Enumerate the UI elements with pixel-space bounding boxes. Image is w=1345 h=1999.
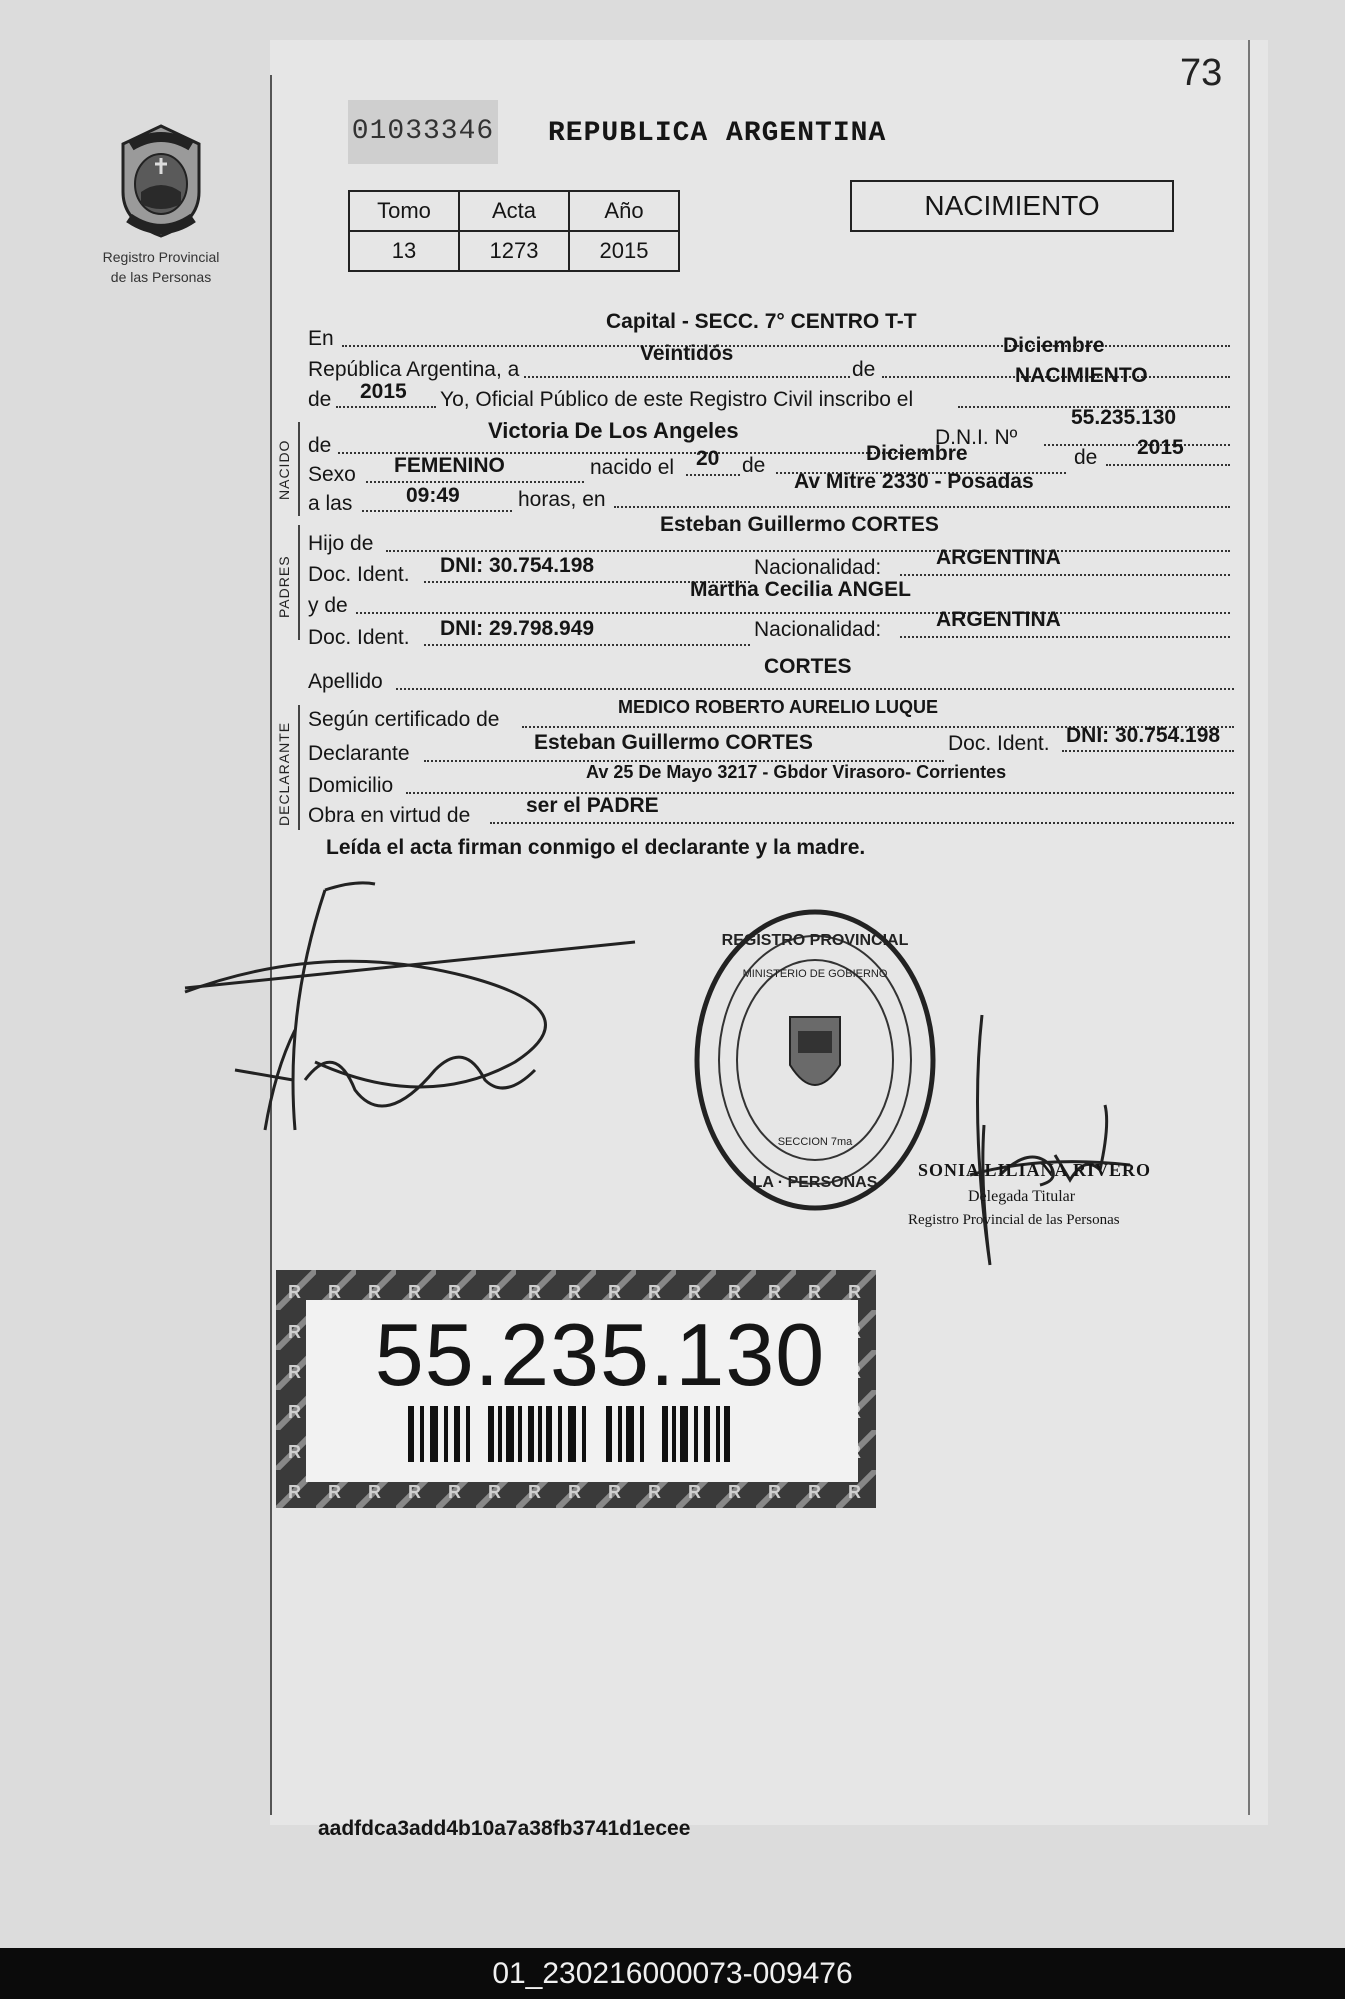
official-role: Delegada Titular [968,1188,1076,1205]
official-office: Registro Provincial de las Personas [908,1212,1120,1228]
dotted-line [336,406,436,408]
nacido-bracket [298,422,300,516]
dotted-line [424,644,750,646]
label-en: En [308,327,334,350]
misiones-seal-icon [111,122,211,240]
field-domicilio: Av 25 De Mayo 3217 - Gbdor Virasoro- Corrientes [586,762,1007,782]
field-inscribe: NACIMIENTO [1015,364,1148,387]
right-margin-rule [1248,40,1250,1815]
field-obra: ser el PADRE [526,794,659,817]
field-nac-anio: 2015 [1137,436,1184,459]
document-title: REPUBLICA ARGENTINA [548,118,887,149]
field-nac-dia: 20 [696,447,720,470]
label-de2: de [742,454,766,477]
value-tomo: 13 [349,231,459,271]
official-signature [960,1005,1140,1275]
dotted-line [396,688,1234,690]
barcode [408,1406,730,1462]
svg-text:LA · PERSONAS: LA · PERSONAS [752,1174,878,1191]
label-a-las: a las [308,492,353,515]
label-apellido: Apellido [308,670,383,693]
registry-stamp [690,905,940,1215]
side-label-padres: PADRES [276,555,292,618]
field-dni: 55.235.130 [1071,406,1177,429]
field-padre-doc: DNI: 30.754.198 [440,554,595,577]
serial-number: 01033346 [348,100,498,164]
field-padre: Esteban Guillermo CORTES [660,513,939,536]
logo-caption-line2: de las Personas [110,269,212,285]
dotted-line [686,474,740,476]
label-horas-en: horas, en [518,488,606,511]
field-mes: Diciembre [1003,334,1105,357]
dotted-line [366,481,584,483]
label-de: de [852,358,876,381]
padres-bracket [298,525,300,640]
field-madre-doc: DNI: 29.798.949 [440,617,595,640]
field-padre-nac: ARGENTINA [936,546,1061,569]
label-segun-cert: Según certificado de [308,708,500,731]
header-acta: Acta [459,191,569,231]
page-number: 73 [1180,52,1223,94]
label-dni: D.N.I. Nº [935,426,1018,449]
dotted-line [524,376,850,378]
label-nacido-el: nacido el [590,456,675,479]
field-hora: 09:49 [406,484,460,507]
dotted-line [1106,464,1230,466]
field-madre-nac: ARGENTINA [936,608,1061,631]
field-declarante-doc: DNI: 30.754.198 [1066,724,1221,747]
label-obra: Obra en virtud de [308,804,471,827]
field-apellido: CORTES [764,655,852,678]
label-de-year: de [308,388,332,411]
label-domicilio: Domicilio [308,774,394,797]
label-republica: República Argentina, a [308,358,520,381]
registry-logo [98,122,224,285]
field-certificado: MEDICO ROBERTO AURELIO LUQUE [618,697,939,717]
field-madre: Martha Cecilia ANGEL [690,578,911,601]
label-sexo: Sexo [308,463,356,486]
dotted-line [356,612,1230,614]
label-nacionalidad2: Nacionalidad: [754,618,882,641]
dotted-line [900,636,1230,638]
label-y-de: y de [308,594,348,617]
record-table-header [349,191,679,231]
label-de-name: de [308,434,332,457]
field-nombre: Victoria De Los Angeles [488,418,739,443]
record-type-box: NACIMIENTO [850,180,1174,232]
declarant-signature [175,870,645,1160]
field-dia-letras: Veintidós [640,342,734,365]
declarante-bracket [298,705,300,830]
label-doc-ident3: Doc. Ident. [948,732,1050,755]
field-lugar: Capital - SECC. 7° CENTRO T-T [606,310,917,333]
label-doc-ident2: Doc. Ident. [308,626,410,649]
svg-text:MINISTERIO DE GOBIERNO: MINISTERIO DE GOBIERNO [742,968,888,980]
field-lugar-nac: Av Mitre 2330 - Posadas [794,470,1034,493]
record-table-values [349,231,679,271]
official-name: SONIA LILIANA RIVERO [918,1160,1152,1180]
side-label-nacido: NACIDO [276,439,292,500]
field-anio: 2015 [360,380,407,403]
header-tomo: Tomo [349,191,459,231]
label-hijo-de: Hijo de [308,532,374,555]
header-anio: Año [569,191,679,231]
closing-statement: Leída el acta firman conmigo el declarante y la madre. [326,836,866,859]
svg-text:REGISTRO PROVINCIAL: REGISTRO PROVINCIAL [721,932,909,949]
record-table [348,190,680,272]
value-acta: 1273 [459,231,569,271]
value-anio: 2015 [569,231,679,271]
sticker-number: 55.235.130 [374,1305,826,1404]
side-label-declarante: DECLARANTE [276,721,292,826]
dotted-line [614,506,1230,508]
dotted-line [490,822,1234,824]
dotted-line [1062,750,1234,752]
label-doc-ident: Doc. Ident. [308,563,410,586]
label-nacionalidad: Nacionalidad: [754,556,882,579]
label-yo-oficial: Yo, Oficial Público de este Registro Civil inscribo el [440,388,914,411]
label-de3: de [1074,446,1098,469]
field-sexo: FEMENINO [394,454,505,477]
dotted-line [362,510,512,512]
label-declarante: Declarante [308,742,410,765]
document-hash: aadfdca3add4b10a7a38fb3741d1ecee [318,1817,691,1840]
field-nac-mes: Diciembre [866,442,968,465]
scan-footer-id: 01_230216000073-009476 [0,1948,1345,1999]
field-declarante: Esteban Guillermo CORTES [534,731,813,754]
logo-caption-line1: Registro Provincial [102,249,220,265]
svg-text:SECCION 7ma: SECCION 7ma [777,1136,853,1148]
dotted-line [900,574,1230,576]
dotted-line [386,550,1230,552]
